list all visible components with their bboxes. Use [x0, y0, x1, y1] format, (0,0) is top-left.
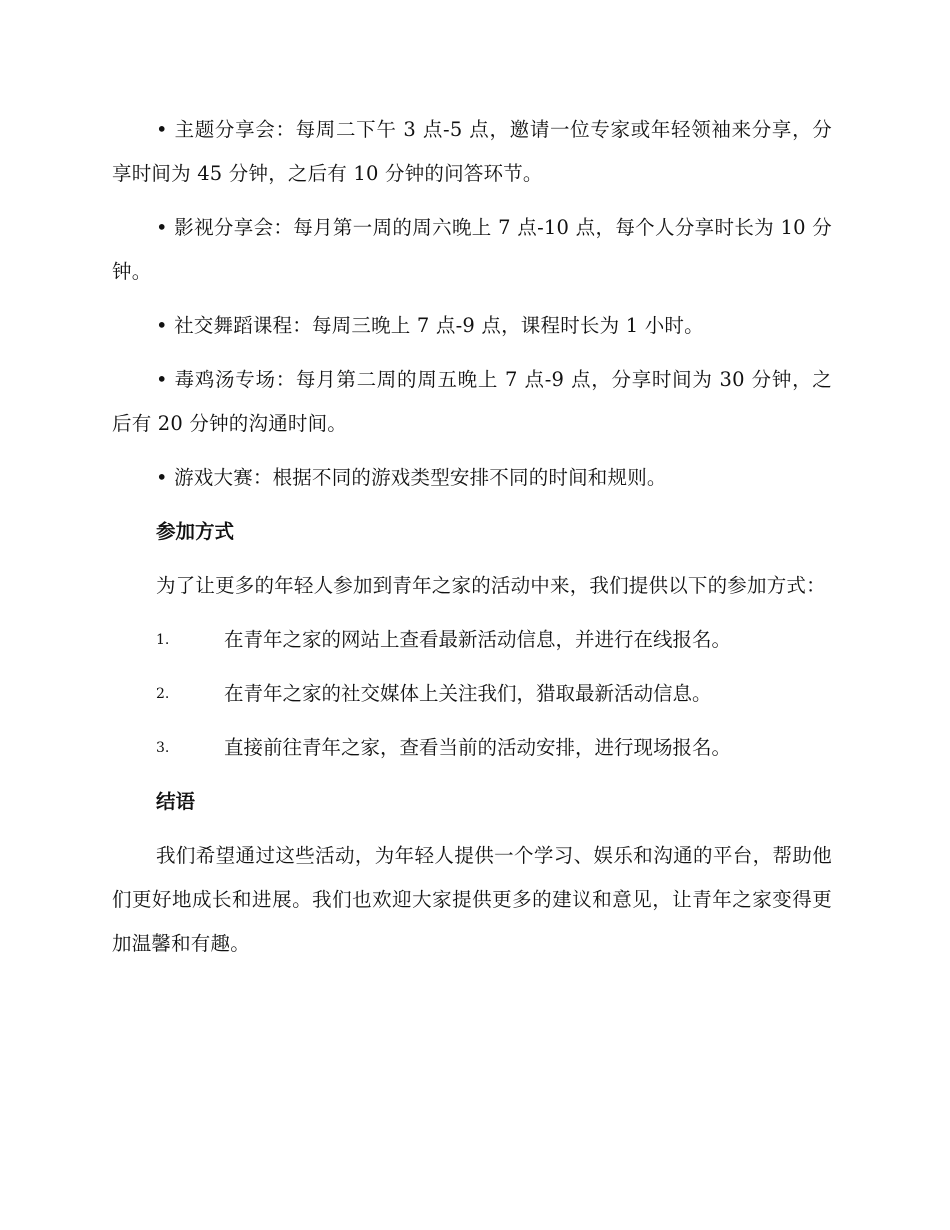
list-item: [112, 618, 832, 662]
bullet-film-sharing: • 影视分享会：每月第一周的周六晚上 7 点-10 点，每个人分享时长为 10 分钟。: [112, 216, 832, 283]
bullet-social-dance: • 社交舞蹈课程：每周三晚上 7 点-9 点，课程时长为 1 小时。: [156, 314, 704, 337]
list-item-text: 在青年之家的社交媒体上关注我们，猎取最新活动信息。: [224, 682, 712, 705]
join-intro: 为了让更多的年轻人参加到青年之家的活动中来，我们提供以下的参加方式：: [156, 574, 826, 597]
bullet-topic-sharing: • 主题分享会：每周二下午 3 点-5 点，邀请一位专家或年轻领袖来分享，分享时间为 45 分钟，之后有 10 分钟的问答环节。: [112, 118, 832, 185]
list-item-number: 1.: [156, 632, 170, 648]
list-item-text: 直接前往青年之家，查看当前的活动安排，进行现场报名。: [224, 736, 732, 759]
bullet-chicken-soup: • 毒鸡汤专场：每月第二周的周五晚上 7 点-9 点，分享时间为 30 分钟，之后有 20 分钟的沟通时间。: [112, 368, 832, 435]
document-body: [112, 108, 832, 976]
list-item-text: 在青年之家的网站上查看最新活动信息，并进行在线报名。: [224, 628, 732, 651]
list-item: [112, 726, 832, 770]
conclusion-text: 我们希望通过这些活动，为年轻人提供一个学习、娱乐和沟通的平台，帮助他们更好地成长和进展。我们也欢迎大家提供更多的建议和意见，让青年之家变得更加温馨和有趣。: [112, 844, 832, 955]
section-heading-join: 参加方式: [156, 520, 235, 543]
section-heading-conclusion: 结语: [156, 790, 196, 813]
list-item-number: 2.: [156, 686, 170, 702]
list-item-number: 3.: [156, 740, 170, 756]
bullet-game-contest: • 游戏大赛：根据不同的游戏类型安排不同的时间和规则。: [156, 466, 667, 489]
list-item: [112, 672, 832, 716]
